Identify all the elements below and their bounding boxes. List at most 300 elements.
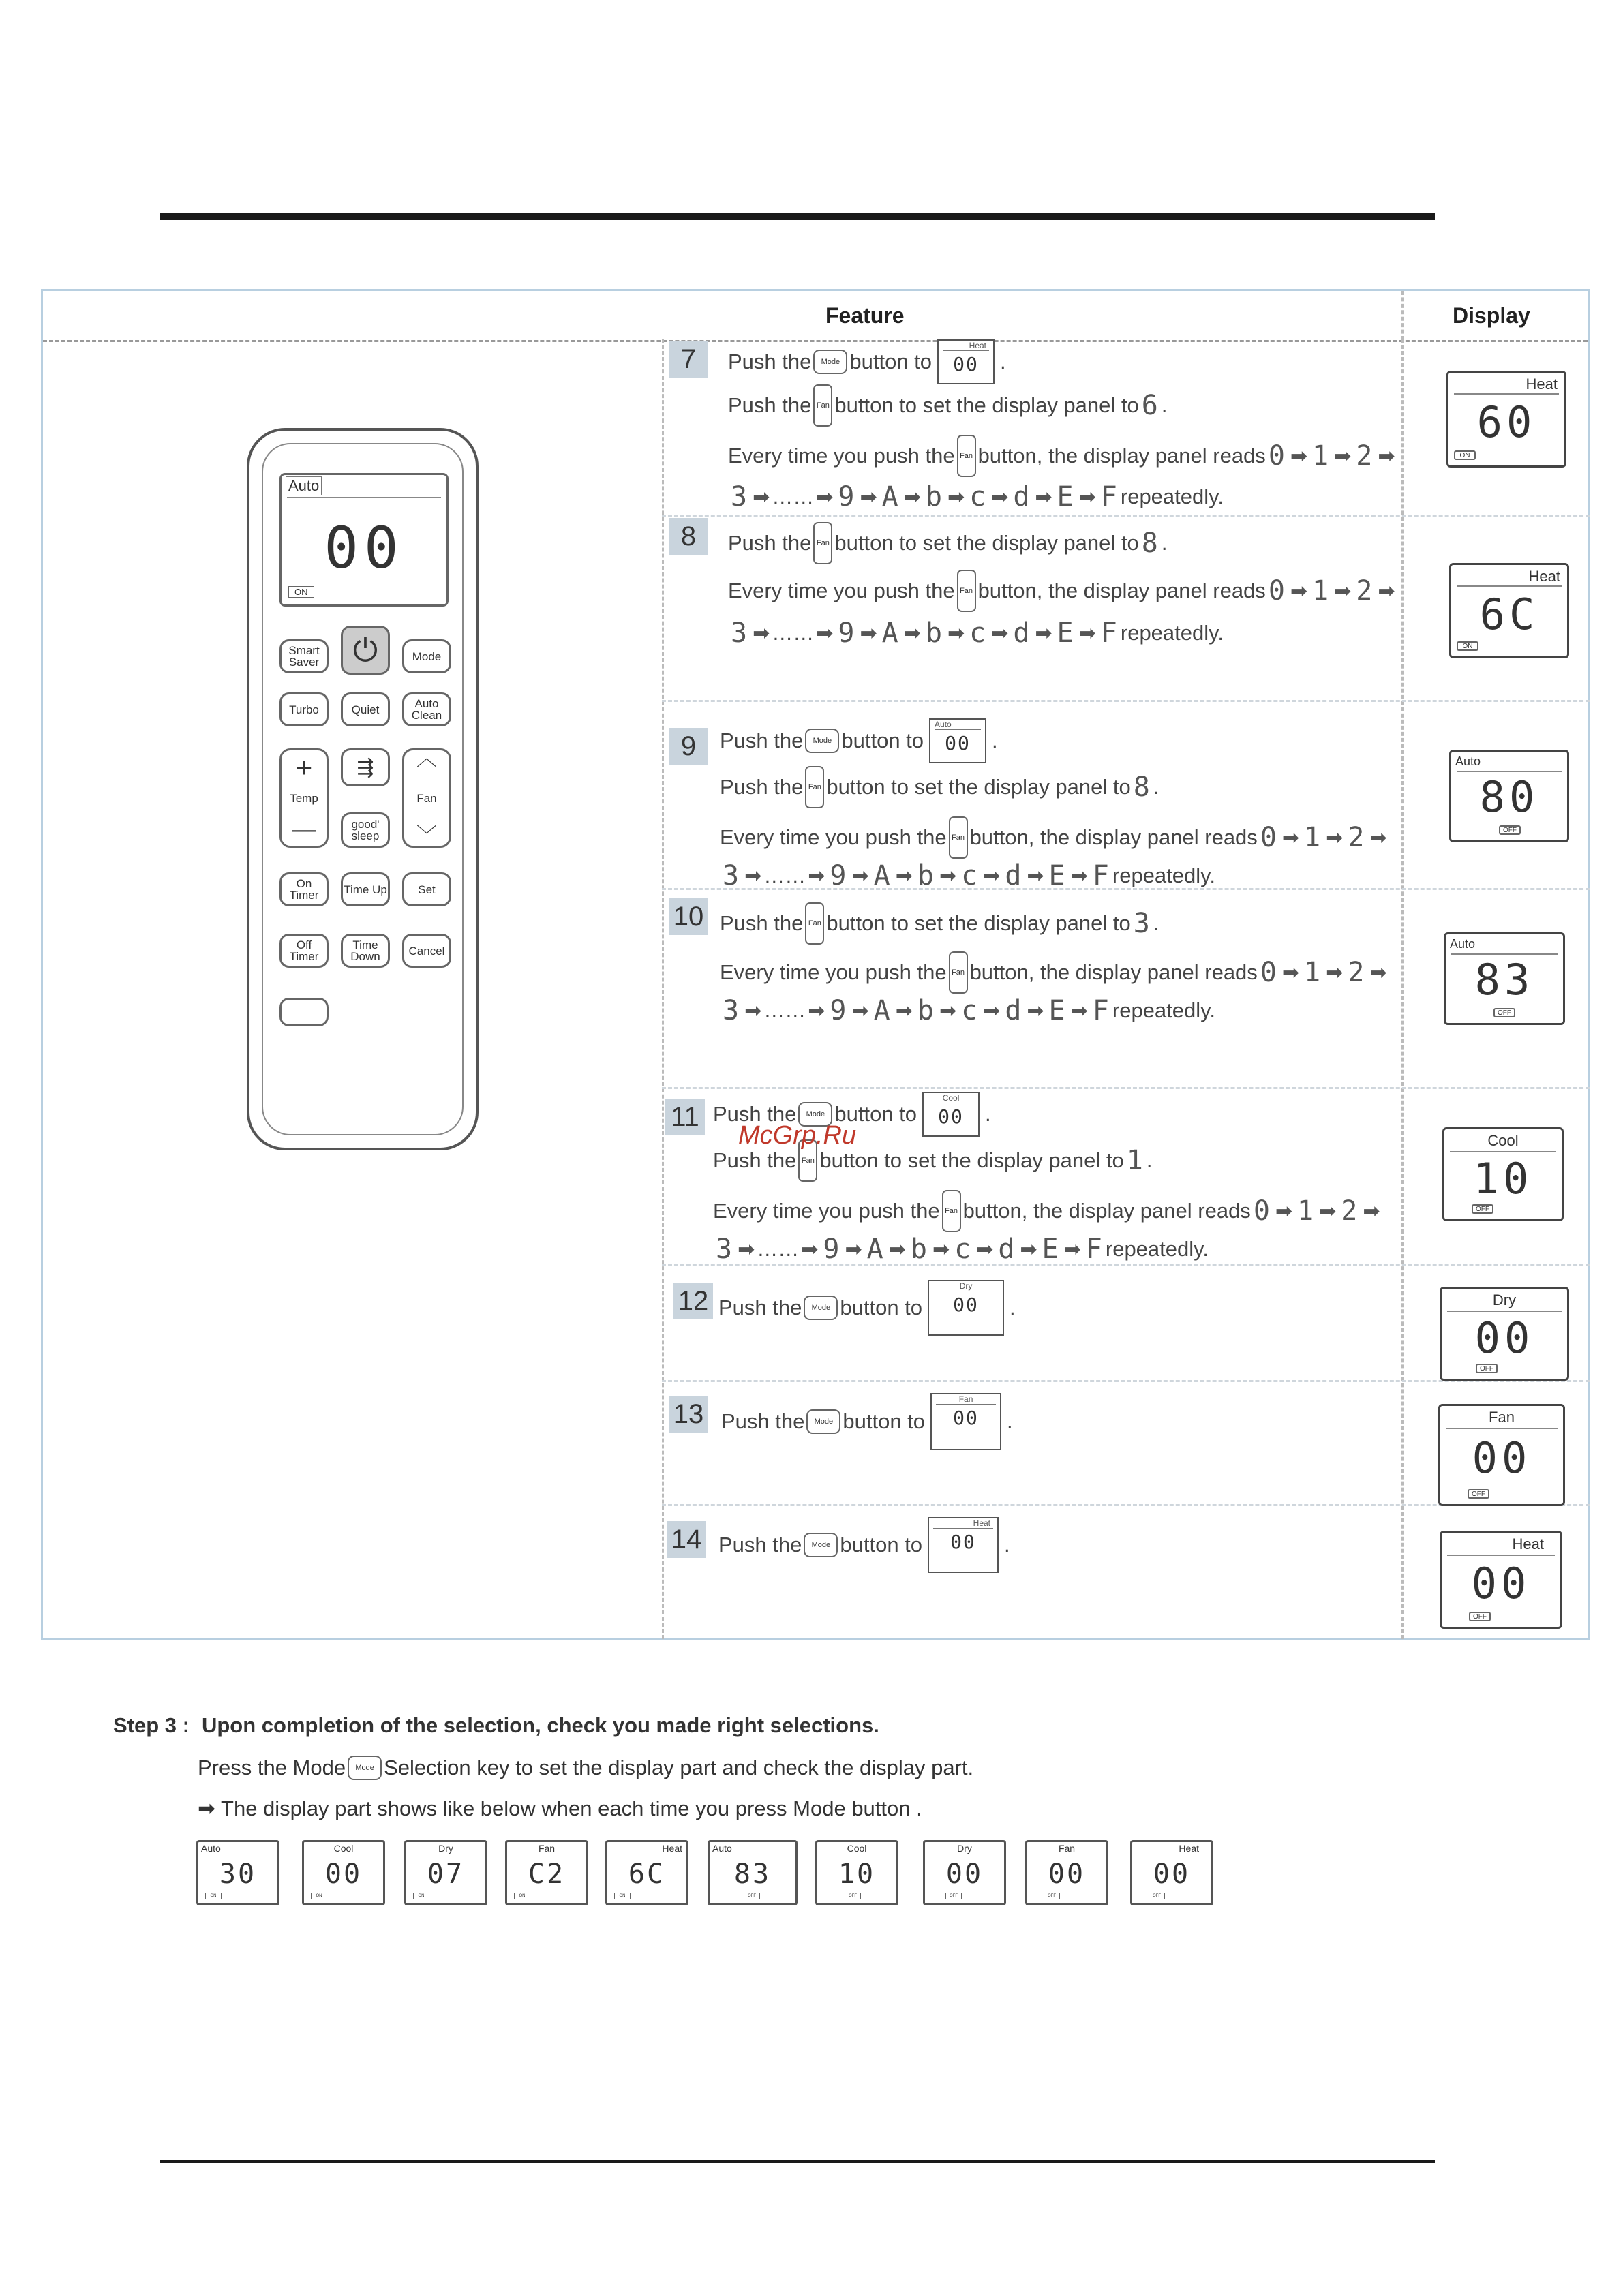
step-7-line-3 [728, 435, 1397, 477]
summary-label: Dry [438, 1843, 453, 1854]
mode-button-icon: Mode [804, 1533, 838, 1557]
text: button to set the display panel to [834, 531, 1139, 555]
arrow-icon: ➡ [1275, 1199, 1293, 1223]
mini-display-value: 00 [953, 353, 979, 376]
arrow-icon: ➡ [1035, 622, 1052, 645]
summary-value: 00 [1153, 1858, 1191, 1890]
arrow-icon: ➡ [753, 485, 770, 508]
text: repeatedly. [1120, 485, 1224, 508]
sequence-char: 9 [838, 617, 855, 649]
text: Every time you push the [713, 1199, 940, 1223]
text: Every time you push the [720, 960, 947, 984]
sequence-char: b [917, 995, 935, 1026]
fan-button-icon: Fan [957, 435, 976, 477]
step3-line-1 [198, 1756, 973, 1780]
display-lcd [1449, 750, 1569, 842]
sequence-char: A [873, 860, 891, 891]
display-lcd-label: Auto [1455, 754, 1481, 768]
power-button[interactable]: ⏻ [341, 626, 390, 675]
mini-display [928, 1280, 1004, 1336]
dots: …… [763, 863, 806, 887]
bottom-rule [160, 2160, 1435, 2163]
summary-status: ON [311, 1893, 327, 1899]
display-lcd-label: Heat [1526, 376, 1558, 393]
step-11-line-4 [713, 1234, 1209, 1265]
off-timer-button[interactable]: Off Timer [279, 934, 329, 968]
temp-rocker[interactable] [279, 748, 329, 848]
sequence-char: b [910, 1234, 928, 1265]
mini-display [937, 339, 995, 384]
sequence-char: E [1048, 995, 1066, 1026]
text: . [1153, 775, 1159, 799]
arrow-icon: ➡ [851, 999, 869, 1022]
arrow-icon: ➡ [903, 485, 921, 508]
auto-clean-button[interactable]: Auto Clean [402, 692, 451, 726]
remote-control [247, 428, 479, 1150]
arrow-icon: ➡ [1378, 444, 1395, 468]
display-header: Display [1453, 303, 1530, 328]
sequence-char: c [961, 995, 979, 1026]
display-lcd-value: 6C [1479, 590, 1539, 639]
sequence-char: E [1057, 617, 1074, 649]
column-divider-right [1401, 339, 1404, 1639]
text: . [1161, 393, 1168, 417]
display-lcd-value: 00 [1474, 1313, 1534, 1363]
set-button[interactable]: Set [402, 872, 451, 906]
smart-saver-button[interactable]: Smart Saver [279, 639, 329, 673]
arrow-icon: ➡ [744, 999, 762, 1022]
arrow-icon: ➡ [738, 1238, 755, 1261]
arrow-icon: ➡ [1326, 826, 1344, 849]
step-10-line-3 [720, 995, 1215, 1026]
fan-button-icon: Fan [957, 570, 976, 612]
summary-display [605, 1840, 688, 1905]
dots: …… [757, 1237, 800, 1261]
mode-button-icon: Mode [348, 1756, 382, 1780]
summary-status: ON [205, 1893, 222, 1899]
text: button to set the display panel to [834, 393, 1139, 417]
arrow-icon: ➡ [895, 864, 913, 887]
arrow-icon: ➡ [1334, 444, 1352, 468]
sequence-char: 9 [830, 995, 847, 1026]
divider [1454, 393, 1559, 395]
display-lcd-status: ON [1454, 450, 1476, 460]
arrow-icon: ➡ [816, 622, 834, 645]
sequence-char: E [1048, 860, 1066, 891]
step3-label: Step 3 : [113, 1713, 189, 1737]
display-lcd [1444, 932, 1565, 1025]
mini-display-label: Heat [973, 1518, 991, 1528]
mode-button-icon: Mode [798, 1102, 832, 1127]
sequence-char: 2 [1341, 1195, 1359, 1227]
display-lcd-status: OFF [1499, 825, 1521, 835]
fan-button-icon: Fan [942, 1190, 961, 1232]
text: button to set the display panel to [819, 1148, 1124, 1172]
step-number: 8 [669, 518, 708, 555]
summary-value: 00 [1048, 1858, 1086, 1890]
text: . [985, 1102, 991, 1126]
arrow-icon: ➡ [1378, 579, 1395, 602]
sequence-char: 0 [1268, 440, 1286, 472]
summary-value: 6C [628, 1858, 666, 1890]
step-number: 10 [669, 898, 708, 935]
display-lcd [1440, 1531, 1562, 1629]
text: Push the [721, 1409, 805, 1433]
text: . [1153, 911, 1159, 935]
text: . [1007, 1409, 1013, 1433]
sequence-char: 1 [1304, 822, 1322, 853]
arrow-icon: ➡ [1020, 1238, 1037, 1261]
step-8-line-3 [728, 617, 1224, 649]
text: button to set the display panel to [826, 911, 1131, 935]
mode-button-icon: Mode [806, 1409, 840, 1434]
sequence-char: d [1013, 617, 1031, 649]
arrow-icon: ➡ [932, 1238, 950, 1261]
sequence-char: 3 [716, 1234, 733, 1265]
text: Every time you push the [720, 825, 947, 849]
time-down-button[interactable]: Time Down [341, 934, 390, 968]
arrow-icon: ➡ [1326, 961, 1344, 984]
fan-rocker[interactable] [402, 748, 451, 848]
arrow-icon: ➡ [1070, 864, 1088, 887]
text: . [1146, 1148, 1153, 1172]
summary-value: C2 [528, 1858, 566, 1890]
arrow-icon: ➡ [903, 622, 921, 645]
text: . [1010, 1296, 1016, 1319]
arrow-icon: ➡ [991, 485, 1009, 508]
sequence-char: 0 [1253, 1195, 1271, 1227]
arrow-icon: ➡ [1281, 826, 1300, 849]
sequence-char: c [954, 1234, 972, 1265]
sequence-char: E [1057, 481, 1074, 512]
feature-header: Feature [825, 303, 905, 328]
summary-display [815, 1840, 898, 1905]
divider [935, 729, 981, 730]
arrow-icon: ➡ [845, 1238, 862, 1261]
arrow-icon: ➡ [1281, 961, 1300, 984]
summary-value: 83 [733, 1858, 772, 1890]
text: Push the [720, 729, 804, 752]
fan-button-icon: Fan [805, 766, 824, 808]
summary-label: Fan [538, 1843, 556, 1854]
divider [933, 1528, 993, 1529]
sequence-char: 0 [1260, 957, 1277, 988]
text: repeatedly. [1112, 998, 1215, 1022]
mode-button[interactable]: Mode [402, 639, 451, 673]
step-10-line-1 [720, 902, 1159, 945]
display-lcd-value: 00 [1472, 1433, 1532, 1483]
summary-status: OFF [845, 1893, 861, 1899]
mode-button-icon: Mode [805, 729, 839, 753]
text: button to [841, 729, 924, 752]
sequence-char: 0 [1268, 575, 1286, 607]
time-up-button[interactable]: Time Up [341, 872, 390, 906]
sequence-char: 3 [723, 860, 740, 891]
arrow-icon: ➡ [860, 622, 877, 645]
text: Press the Mode [198, 1756, 346, 1779]
arrow-icon: ➡ [1078, 485, 1096, 508]
step-number: 7 [669, 341, 708, 378]
quiet-button[interactable]: Quiet [341, 692, 390, 726]
fan-button-icon: Fan [805, 902, 824, 945]
header-column-divider [1401, 291, 1404, 340]
temp-minus-icon[interactable]: — [292, 816, 316, 842]
arrow-icon: ➡ [1363, 1199, 1380, 1223]
text: button, the display panel reads [977, 444, 1266, 468]
arrow-icon: ➡ [939, 864, 957, 887]
arrow-icon: ➡ [808, 864, 825, 887]
summary-value: 10 [838, 1858, 876, 1890]
summary-status: ON [614, 1893, 631, 1899]
sequence-char: b [925, 617, 943, 649]
text: . [1004, 1533, 1010, 1557]
divider [1447, 1555, 1555, 1556]
fan-down-icon[interactable]: ﹀ [416, 825, 437, 847]
summary-display [404, 1840, 487, 1905]
summary-status: OFF [945, 1893, 962, 1899]
step3-line-2: ➡ The display part shows like below when each time you press Mode button . [198, 1796, 922, 1820]
display-lcd-status: ON [1457, 641, 1478, 651]
arrow-icon: ➡ [939, 999, 957, 1022]
summary-label: Heat [1179, 1843, 1199, 1854]
mode-button-icon: Mode [804, 1296, 838, 1320]
sequence-char: 1 [1312, 575, 1330, 607]
text: Push the [728, 350, 812, 373]
fan-up-icon[interactable]: ︿ [416, 748, 437, 770]
text: button to [840, 1296, 923, 1319]
display-lcd-value: 60 [1476, 397, 1536, 447]
set-value: 3 [1133, 908, 1151, 939]
text: Push the [713, 1148, 797, 1172]
arrow-icon: ➡ [1027, 999, 1044, 1022]
text: . [1000, 350, 1006, 373]
sequence-char: F [1100, 617, 1118, 649]
arrow-icon: ➡ [976, 1238, 994, 1261]
summary-status: OFF [1044, 1893, 1060, 1899]
step-number: 12 [673, 1283, 713, 1319]
dots: …… [763, 998, 806, 1022]
step-9-line-2 [720, 766, 1159, 808]
display-lcd [1438, 1404, 1565, 1506]
arrow-icon: ➡ [1369, 826, 1387, 849]
text: Push the [720, 911, 804, 935]
display-lcd-status: OFF [1468, 1489, 1489, 1499]
summary-display [923, 1840, 1006, 1905]
display-lcd-status: OFF [1469, 1612, 1491, 1621]
display-lcd-label: Auto [1450, 937, 1476, 951]
temp-plus-icon[interactable]: + [295, 751, 313, 783]
mini-display-label: Cool [942, 1093, 960, 1103]
arrow-icon: ➡ [1319, 1199, 1337, 1223]
display-lcd-value: 83 [1474, 955, 1534, 1005]
display-lcd [1442, 1127, 1564, 1221]
turbo-button[interactable]: Turbo [279, 692, 329, 726]
summary-display [505, 1840, 588, 1905]
arrow-icon: ➡ [744, 864, 762, 887]
sequence-char: F [1092, 995, 1110, 1026]
display-lcd-value: 10 [1473, 1154, 1533, 1204]
sequence-char: F [1092, 860, 1110, 891]
arrow-icon: ➡ [947, 485, 965, 508]
arrow-icon: ➡ [1078, 622, 1096, 645]
set-value: 6 [1141, 390, 1159, 421]
sequence-char: 0 [1260, 822, 1277, 853]
summary-label: Cool [847, 1843, 867, 1854]
mini-display [929, 718, 986, 763]
text: Push the [713, 1102, 797, 1126]
sequence-char: 1 [1297, 1195, 1315, 1227]
cancel-button[interactable]: Cancel [402, 934, 451, 968]
sequence-char: c [969, 617, 987, 649]
display-lcd-value: 80 [1479, 772, 1539, 822]
good-sleep-button[interactable]: good' sleep [341, 812, 390, 848]
sequence-char: 1 [1304, 957, 1322, 988]
sequence-char: 2 [1356, 575, 1374, 607]
summary-status: OFF [744, 1893, 760, 1899]
mini-display [930, 1393, 1001, 1450]
text: button, the display panel reads [969, 960, 1258, 984]
blank-button[interactable] [279, 998, 329, 1026]
sequence-char: A [873, 995, 891, 1026]
arrow-icon: ➡ [983, 999, 1001, 1022]
divider [936, 1404, 996, 1405]
sequence-char: 2 [1348, 957, 1365, 988]
display-lcd-label: Dry [1492, 1291, 1517, 1308]
arrow-icon: ➡ [888, 1238, 906, 1261]
text: Every time you push the [728, 579, 955, 602]
sequence-char: d [998, 1234, 1016, 1265]
step-7-line-2 [728, 384, 1167, 427]
set-value: 8 [1141, 527, 1159, 559]
text: Selection key to set the display part and check the display part. [384, 1756, 974, 1779]
mini-display [928, 1517, 999, 1573]
summary-label: Auto [201, 1843, 221, 1854]
sequence-char: c [969, 481, 987, 512]
text: Push the [718, 1296, 802, 1319]
temp-label: Temp [290, 791, 318, 805]
text: button to [843, 1409, 926, 1433]
mini-display-label: Auto [935, 720, 952, 729]
sequence-char: A [866, 1234, 884, 1265]
summary-status: ON [514, 1893, 530, 1899]
mini-display [922, 1092, 980, 1137]
arrow-icon: ➡ [753, 622, 770, 645]
step-8-line-1 [728, 522, 1167, 564]
remote-lcd-line [287, 497, 441, 498]
sequence-char: F [1100, 481, 1118, 512]
summary-value: 30 [219, 1858, 257, 1890]
sequence-char: b [917, 860, 935, 891]
text: Push the [720, 775, 804, 799]
text: button, the display panel reads [962, 1199, 1251, 1223]
arrow-icon: ➡ [983, 864, 1001, 887]
display-lcd-label: Cool [1487, 1132, 1519, 1149]
sequence-char: d [1005, 995, 1022, 1026]
sequence-char: 3 [731, 617, 748, 649]
divider [943, 350, 989, 351]
top-rule [160, 213, 1435, 220]
summary-label: Heat [662, 1843, 682, 1854]
set-value: 8 [1133, 771, 1151, 803]
text: button, the display panel reads [977, 579, 1266, 602]
text: Push the [718, 1533, 802, 1557]
arrow-icon: ➡ [1070, 999, 1088, 1022]
mini-display-value: 00 [938, 1105, 964, 1128]
arrow-icon: ➡ [895, 999, 913, 1022]
dots: …… [772, 621, 815, 645]
display-lcd-status: OFF [1472, 1204, 1493, 1214]
arrow-icon: ➡ [1334, 579, 1352, 602]
arrow-icon: ➡ [1035, 485, 1052, 508]
step-number: 9 [669, 728, 708, 765]
step-12-line-1 [718, 1280, 1016, 1336]
display-lcd-status: OFF [1476, 1364, 1498, 1373]
mini-display-label: Heat [969, 341, 987, 350]
divider [1457, 585, 1562, 587]
step-11-line-3 [713, 1190, 1382, 1232]
sequence-char: 1 [1312, 440, 1330, 472]
on-timer-button[interactable]: On Timer [279, 872, 329, 906]
step3-heading [113, 1713, 879, 1738]
fan-button-icon: Fan [798, 1139, 817, 1182]
sequence-char: E [1042, 1234, 1059, 1265]
swing-button[interactable]: ⇶ [341, 748, 390, 786]
fan-button-icon: Fan [949, 951, 968, 994]
display-lcd [1449, 563, 1569, 658]
sequence-char: 3 [731, 481, 748, 512]
watermark: McGrp.Ru [738, 1121, 857, 1150]
column-divider-left [662, 339, 664, 1639]
arrow-icon: ➡ [851, 864, 869, 887]
display-lcd-label: Heat [1528, 568, 1560, 585]
summary-value: 00 [324, 1858, 363, 1890]
text: Every time you push the [728, 444, 955, 468]
step3-title: Upon completion of the selection, check you made right selections. [201, 1713, 879, 1737]
sequence-char: 3 [723, 995, 740, 1026]
sequence-char: A [881, 481, 899, 512]
summary-display [708, 1840, 798, 1905]
summary-display [302, 1840, 385, 1905]
fan-button-icon: Fan [949, 816, 968, 859]
step-number: 13 [669, 1396, 708, 1433]
sequence-char: 2 [1356, 440, 1374, 472]
step-14-line-1 [718, 1517, 1010, 1573]
set-value: 1 [1126, 1145, 1144, 1176]
summary-label: Dry [957, 1843, 972, 1854]
arrow-icon: ➡ [860, 485, 877, 508]
summary-status: ON [413, 1893, 429, 1899]
sequence-char: 9 [838, 481, 855, 512]
arrow-icon: ➡ [801, 1238, 819, 1261]
summary-status: OFF [1149, 1893, 1165, 1899]
text: Push the [728, 393, 812, 417]
text: button to [849, 350, 932, 373]
summary-label: Cool [333, 1843, 354, 1854]
divider [1446, 1428, 1558, 1429]
mini-display-label: Fan [958, 1394, 973, 1404]
step-10-line-2 [720, 951, 1389, 994]
display-lcd-label: Fan [1489, 1409, 1515, 1426]
display-lcd-status: OFF [1493, 1008, 1515, 1017]
divider [1450, 1151, 1556, 1152]
step-number: 11 [665, 1099, 705, 1135]
mini-display-value: 00 [953, 1294, 979, 1316]
text: Push the [728, 531, 812, 555]
arrow-icon: ➡ [816, 485, 834, 508]
arrow-icon: ➡ [947, 622, 965, 645]
remote-lcd-status: ON [288, 586, 314, 598]
mode-button-icon: Mode [813, 350, 847, 374]
